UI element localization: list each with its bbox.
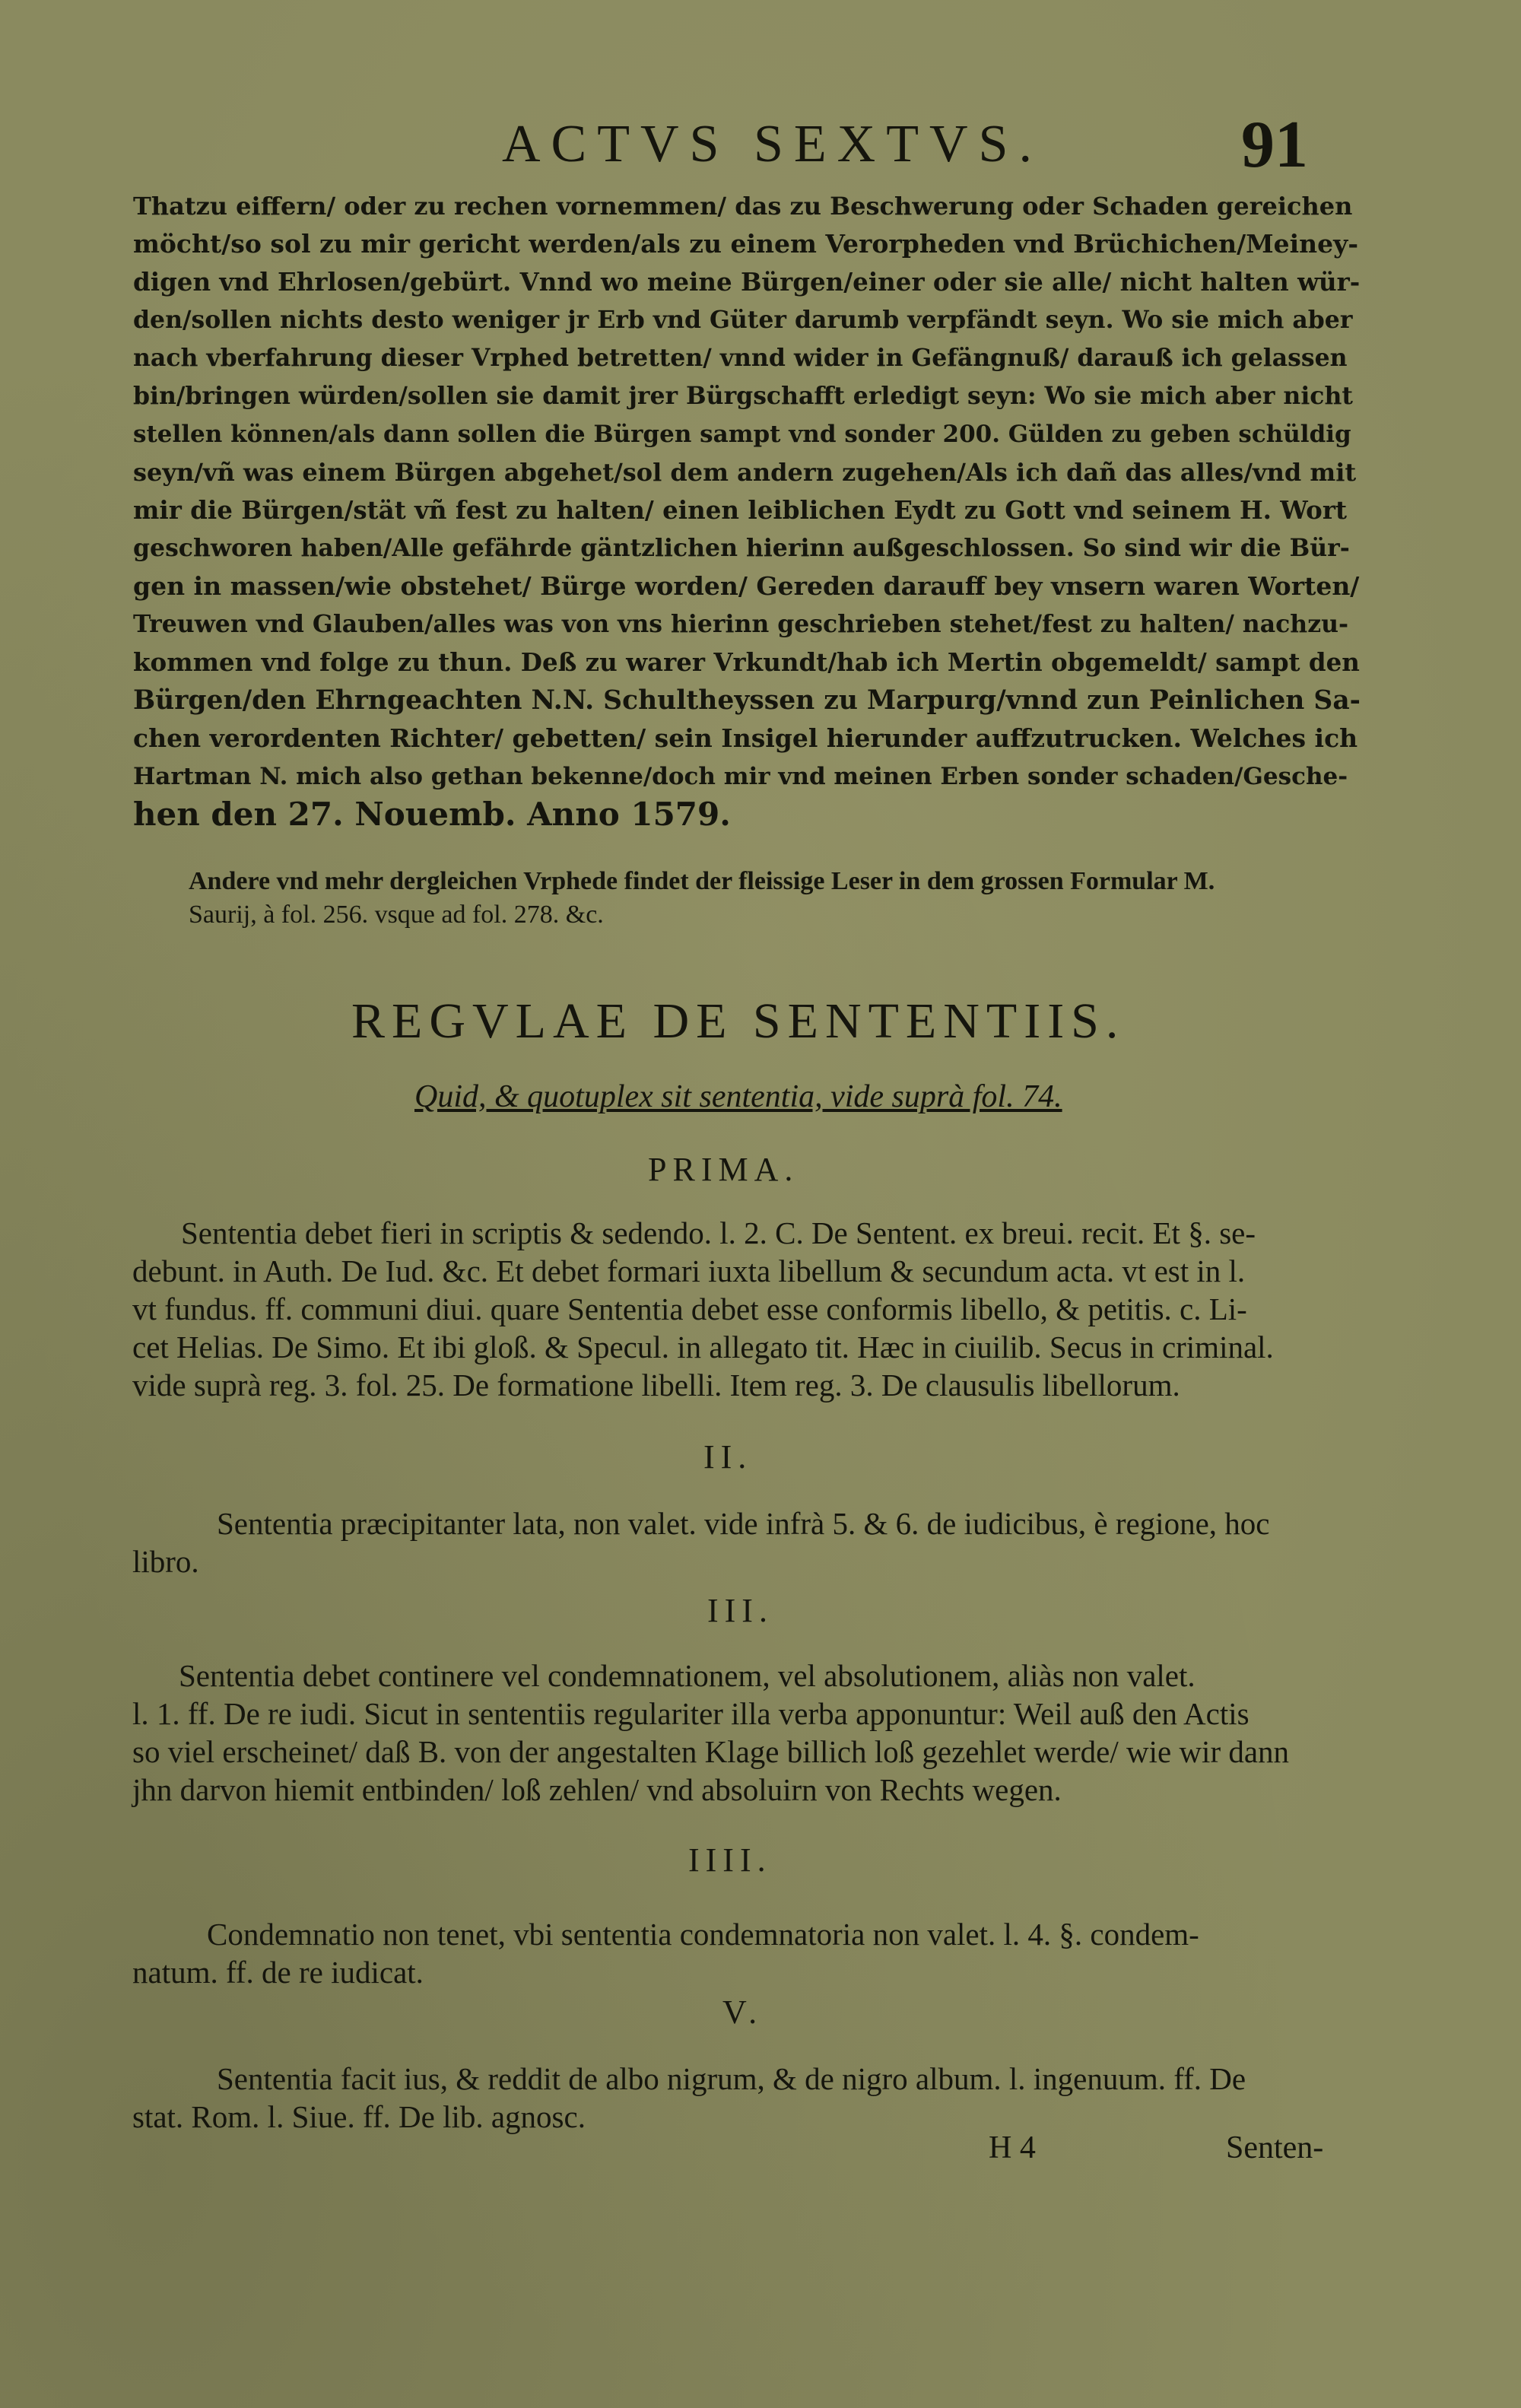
rule-heading: IIII. [688, 1841, 772, 1879]
rule-text-line: vt fundus. ff. communi diui. quare Sententia debet esse conformis libello, & petitis. c. Li- [132, 1291, 1247, 1326]
rule-text-line: natum. ff. de re iudicat. [132, 1955, 424, 1990]
rule-heading: V. [722, 1993, 764, 2031]
text-line: bin/bringen würden/sollen sie damit jrer Bürgschafft erledigt seyn: Wo sie mich aber nicht [133, 382, 1353, 410]
rule-heading: PRIMA. [648, 1151, 799, 1188]
running-head: ACTVS SEXTVS. [502, 115, 1043, 173]
text-line: Thatzu eiffern/ oder zu rechen vornemmen/ das zu Beschwerung oder Schaden gereichen [133, 192, 1353, 221]
text-line: Treuwen vnd Glauben/alles was von vns hierinn geschrieben stehet/fest zu halten/ nachzu- [133, 610, 1349, 638]
text-line: stellen können/als dann sollen die Bürgen sampt vnd sonder 200. Gülden zu geben schüldig [133, 421, 1351, 448]
text-line: digen vnd Ehrlosen/gebürt. Vnnd wo meine Bürgen/einer oder sie alle/ nicht halten wür- [133, 267, 1361, 297]
text-line: mir die Bürgen/stät vñ fest zu halten/ einen leiblichen Eydt zu Gott vnd seinem H. Wort [133, 495, 1347, 525]
rule-text-line: l. 1. ff. De re iudi. Sicut in sententiis regulariter illa verba apponuntur: Weil auß den Actis [132, 1696, 1250, 1731]
rule-heading: II. [703, 1438, 753, 1476]
rule-text-line: Condemnatio non tenet, vbi sententia condemnatoria non valet. l. 4. §. condem- [207, 1917, 1199, 1952]
rule-heading: III. [707, 1592, 773, 1629]
rule-text-line: jhn darvon hiemit entbinden/ loß zehlen/ vnd absoluirn von Rechts wegen. [132, 1772, 1062, 1807]
text-line: hen den 27. Nouemb. Anno 1579. [133, 796, 731, 833]
text-line: seyn/vñ was einem Bürgen abgehet/sol dem andern zugehen/Als ich dañ das alles/vnd mit [133, 458, 1357, 487]
rule-text-line: cet Helias. De Simo. Et ibi gloß. & Specul. in allegato tit. Hæc in ciuilib. Secus in criminal. [132, 1329, 1274, 1364]
rule-text-line: debunt. in Auth. De Iud. &c. Et debet formari iuxta libellum & secundum acta. vt est in l. [132, 1253, 1246, 1288]
rule-text-line: Sententia debet fieri in scriptis & sedendo. l. 2. C. De Sentent. ex breui. recit. Et §. se- [181, 1215, 1256, 1250]
text-line: nach vberfahrung dieser Vrphed betretten/ vnnd wider in Gefängnuß/ darauß ich gelassen [133, 344, 1348, 372]
note-line: Andere vnd mehr dergleichen Vrphede findet der fleissige Leser in dem grossen Formular M. [189, 867, 1215, 895]
rule-text-line: so viel erscheinet/ daß B. von der angestalten Klage billich loß gezehlet werde/ wie wir dann [132, 1734, 1290, 1769]
text-line: Bürgen/den Ehrngeachten N.N. Schultheyssen zu Marpurg/vnnd zun Peinlichen Sa- [133, 685, 1361, 716]
rule-text-line: Sententia debet continere vel condemnationem, vel absolutionem, aliàs non valet. [179, 1658, 1196, 1693]
text-line: Hartman N. mich also gethan bekenne/doch mir vnd meinen Erben sonder schaden/Gesche- [133, 763, 1348, 790]
text-line: chen verordenten Richter/ gebetten/ sein Insigel hierunder auffzutrucken. Welches ich [133, 723, 1358, 753]
rule-text-line: stat. Rom. l. Siue. ff. De lib. agnosc. [132, 2099, 586, 2134]
text-line: geschworen haben/Alle gefährde gäntzlichen hierinn außgeschlossen. So sind wir die Bür- [133, 534, 1350, 562]
text-line: den/sollen nichts desto weniger jr Erb vnd Güter darumb verpfändt seyn. Wo sie mich aber [133, 306, 1353, 334]
rule-text-line: vide suprà reg. 3. fol. 25. De formatione libelli. Item reg. 3. De clausulis libellorum. [132, 1368, 1180, 1403]
rule-text-line: Sententia facit ius, & reddit de albo nigrum, & de nigro album. l. ingenuum. ff. De [217, 2061, 1246, 2096]
text-line: möcht/so sol zu mir gericht werden/als zu einem Verorpheden vnd Brüchichen/Meiney- [133, 229, 1359, 259]
catchword: Senten- [1226, 2130, 1324, 2165]
text-line: gen in massen/wie obstehet/ Bürge worden/ Gereden darauff bey vnsern waren Worten/ [133, 571, 1360, 601]
section-title: REGVLAE DE SENTENTIIS. [351, 993, 1126, 1049]
page-number: 91 [1241, 108, 1308, 182]
note-line: Saurij, à fol. 256. vsque ad fol. 278. &c. [189, 901, 604, 929]
section-subtitle: Quid, & quotuplex sit sententia, vide suprà fol. 74. [414, 1079, 1062, 1114]
rule-text-line: Sententia præcipitanter lata, non valet. vide infrà 5. & 6. de iudicibus, è regione, hoc [217, 1506, 1270, 1541]
text-line: kommen vnd folge zu thun. Deß zu warer Vrkundt/hab ich Mertin obgemeldt/ sampt den [133, 647, 1360, 677]
rule-text-line: libro. [132, 1544, 199, 1579]
signature-mark: H 4 [989, 2130, 1036, 2165]
